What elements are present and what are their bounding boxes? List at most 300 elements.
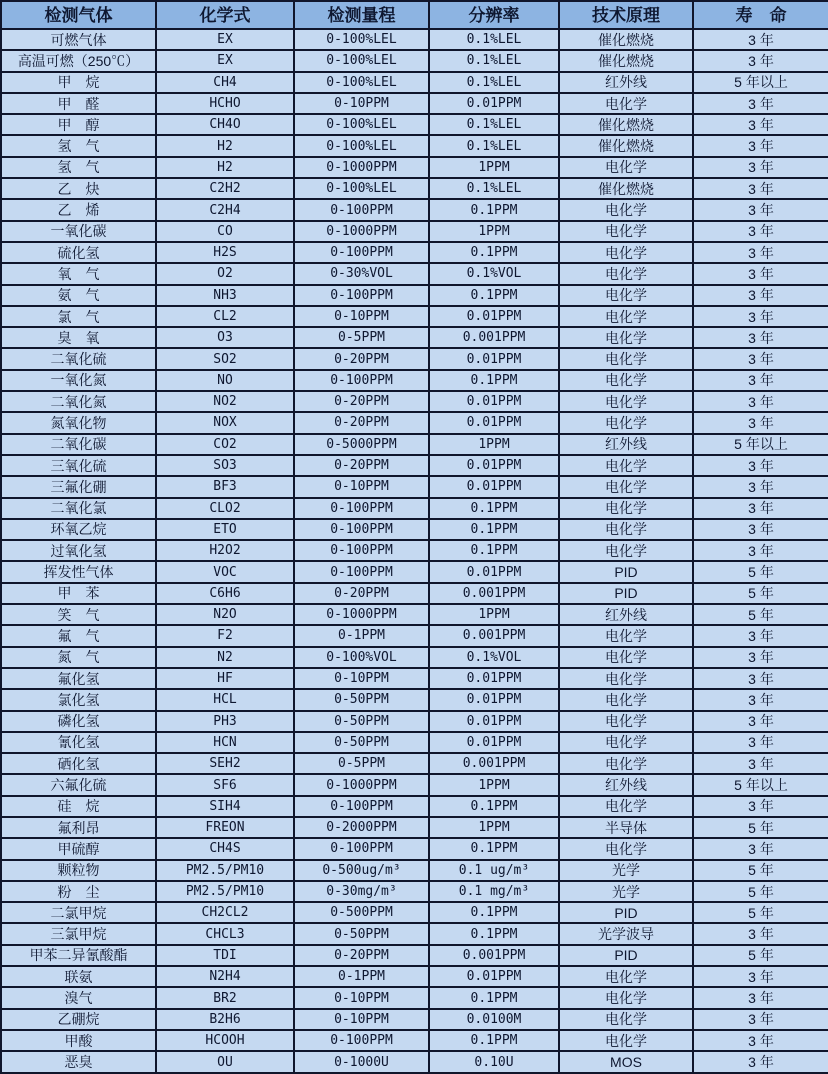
formula-cell: NO bbox=[156, 370, 294, 391]
lifespan-cell: 3 年 bbox=[693, 391, 828, 412]
principle-cell: 电化学 bbox=[559, 221, 693, 242]
table-row bbox=[1, 412, 828, 433]
principle-cell: 电化学 bbox=[559, 753, 693, 774]
lifespan-cell: 3 年 bbox=[693, 93, 828, 114]
formula-cell: PM2.5/PM10 bbox=[156, 881, 294, 902]
principle-cell: 电化学 bbox=[559, 157, 693, 178]
table-row bbox=[1, 221, 828, 242]
principle-cell: PID bbox=[559, 583, 693, 604]
lifespan-cell: 5 年 bbox=[693, 902, 828, 923]
principle-cell: 电化学 bbox=[559, 689, 693, 710]
table-body bbox=[1, 29, 828, 1073]
lifespan-cell: 3 年 bbox=[693, 711, 828, 732]
range-cell: 0-10PPM bbox=[294, 93, 429, 114]
lifespan-cell: 3 年 bbox=[693, 519, 828, 540]
range-cell: 0-50PPM bbox=[294, 711, 429, 732]
formula-cell: N2O bbox=[156, 604, 294, 625]
resolution-cell: 0.1PPM bbox=[429, 519, 559, 540]
formula-cell: F2 bbox=[156, 625, 294, 646]
range-cell: 0-100%LEL bbox=[294, 114, 429, 135]
range-cell: 0-100%VOL bbox=[294, 647, 429, 668]
principle-cell: 光学 bbox=[559, 881, 693, 902]
formula-cell: OU bbox=[156, 1051, 294, 1073]
gas-name-cell: 臭 氧 bbox=[1, 327, 156, 348]
gas-name-cell: 联氨 bbox=[1, 966, 156, 987]
lifespan-cell: 3 年 bbox=[693, 50, 828, 71]
resolution-cell: 0.1%LEL bbox=[429, 29, 559, 50]
table-row bbox=[1, 476, 828, 497]
formula-cell: CHCL3 bbox=[156, 923, 294, 944]
table-row bbox=[1, 285, 828, 306]
table-row bbox=[1, 689, 828, 710]
table-row bbox=[1, 29, 828, 50]
resolution-cell: 0.1%VOL bbox=[429, 647, 559, 668]
resolution-cell: 0.1PPM bbox=[429, 242, 559, 263]
formula-cell: CL2 bbox=[156, 306, 294, 327]
principle-cell: 红外线 bbox=[559, 434, 693, 455]
resolution-cell: 0.1PPM bbox=[429, 370, 559, 391]
gas-name-cell: 氰化氢 bbox=[1, 732, 156, 753]
range-cell: 0-100PPM bbox=[294, 242, 429, 263]
table-row bbox=[1, 1009, 828, 1030]
table-row bbox=[1, 498, 828, 519]
principle-cell: 电化学 bbox=[559, 1009, 693, 1030]
gas-name-cell: 氮 气 bbox=[1, 647, 156, 668]
table-row bbox=[1, 1051, 828, 1073]
formula-cell: VOC bbox=[156, 561, 294, 582]
principle-cell: 电化学 bbox=[559, 838, 693, 859]
gas-name-cell: 氟 气 bbox=[1, 625, 156, 646]
principle-cell: 红外线 bbox=[559, 72, 693, 93]
formula-cell: N2H4 bbox=[156, 966, 294, 987]
formula-cell: O3 bbox=[156, 327, 294, 348]
gas-name-cell: 粉 尘 bbox=[1, 881, 156, 902]
resolution-cell: 0.001PPM bbox=[429, 945, 559, 966]
gas-name-cell: 甲苯二异氰酸酯 bbox=[1, 945, 156, 966]
table-row bbox=[1, 774, 828, 795]
lifespan-cell: 5 年以上 bbox=[693, 72, 828, 93]
formula-cell: PH3 bbox=[156, 711, 294, 732]
formula-cell: N2 bbox=[156, 647, 294, 668]
lifespan-cell: 3 年 bbox=[693, 625, 828, 646]
resolution-cell: 0.1PPM bbox=[429, 838, 559, 859]
table-row bbox=[1, 668, 828, 689]
formula-cell: HCHO bbox=[156, 93, 294, 114]
resolution-cell: 0.1PPM bbox=[429, 285, 559, 306]
lifespan-cell: 3 年 bbox=[693, 135, 828, 156]
principle-cell: 电化学 bbox=[559, 796, 693, 817]
table-row bbox=[1, 711, 828, 732]
gas-name-cell: 乙 炔 bbox=[1, 178, 156, 199]
lifespan-cell: 3 年 bbox=[693, 327, 828, 348]
gas-name-cell: 一氧化碳 bbox=[1, 221, 156, 242]
range-cell: 0-10PPM bbox=[294, 987, 429, 1008]
principle-cell: 电化学 bbox=[559, 540, 693, 561]
column-header-resolution: 分辨率 bbox=[429, 1, 559, 29]
lifespan-cell: 3 年 bbox=[693, 1051, 828, 1073]
gas-name-cell: 二氯甲烷 bbox=[1, 902, 156, 923]
gas-name-cell: 磷化氢 bbox=[1, 711, 156, 732]
range-cell: 0-1000PPM bbox=[294, 221, 429, 242]
lifespan-cell: 5 年 bbox=[693, 881, 828, 902]
formula-cell: CO bbox=[156, 221, 294, 242]
range-cell: 0-100PPM bbox=[294, 540, 429, 561]
lifespan-cell: 3 年 bbox=[693, 923, 828, 944]
gas-name-cell: 二氧化硫 bbox=[1, 348, 156, 369]
formula-cell: HCOOH bbox=[156, 1030, 294, 1051]
formula-cell: SO3 bbox=[156, 455, 294, 476]
range-cell: 0-20PPM bbox=[294, 945, 429, 966]
lifespan-cell: 3 年 bbox=[693, 668, 828, 689]
range-cell: 0-100PPM bbox=[294, 498, 429, 519]
gas-name-cell: 二氧化氯 bbox=[1, 498, 156, 519]
gas-name-cell: 六氟化硫 bbox=[1, 774, 156, 795]
principle-cell: PID bbox=[559, 945, 693, 966]
lifespan-cell: 5 年以上 bbox=[693, 434, 828, 455]
principle-cell: 电化学 bbox=[559, 625, 693, 646]
table-row bbox=[1, 945, 828, 966]
range-cell: 0-100PPM bbox=[294, 285, 429, 306]
range-cell: 0-10PPM bbox=[294, 668, 429, 689]
gas-name-cell: 氯化氢 bbox=[1, 689, 156, 710]
column-header-lifespan: 寿 命 bbox=[693, 1, 828, 29]
range-cell: 0-500ug/m³ bbox=[294, 860, 429, 881]
formula-cell: C2H2 bbox=[156, 178, 294, 199]
range-cell: 0-10PPM bbox=[294, 476, 429, 497]
lifespan-cell: 5 年以上 bbox=[693, 774, 828, 795]
principle-cell: 电化学 bbox=[559, 263, 693, 284]
table-row bbox=[1, 753, 828, 774]
resolution-cell: 0.1%LEL bbox=[429, 114, 559, 135]
range-cell: 0-100%LEL bbox=[294, 72, 429, 93]
principle-cell: 催化燃烧 bbox=[559, 178, 693, 199]
lifespan-cell: 3 年 bbox=[693, 647, 828, 668]
lifespan-cell: 3 年 bbox=[693, 455, 828, 476]
lifespan-cell: 3 年 bbox=[693, 796, 828, 817]
resolution-cell: 0.01PPM bbox=[429, 711, 559, 732]
resolution-cell: 0.1PPM bbox=[429, 796, 559, 817]
gas-name-cell: 氢 气 bbox=[1, 157, 156, 178]
lifespan-cell: 3 年 bbox=[693, 285, 828, 306]
gas-name-cell: 过氧化氢 bbox=[1, 540, 156, 561]
range-cell: 0-500PPM bbox=[294, 902, 429, 923]
range-cell: 0-1000PPM bbox=[294, 157, 429, 178]
gas-name-cell: 可燃气体 bbox=[1, 29, 156, 50]
formula-cell: SF6 bbox=[156, 774, 294, 795]
gas-name-cell: 氮氧化物 bbox=[1, 412, 156, 433]
principle-cell: 电化学 bbox=[559, 1030, 693, 1051]
range-cell: 0-10PPM bbox=[294, 306, 429, 327]
principle-cell: 电化学 bbox=[559, 732, 693, 753]
table-row bbox=[1, 370, 828, 391]
principle-cell: 催化燃烧 bbox=[559, 29, 693, 50]
formula-cell: EX bbox=[156, 29, 294, 50]
lifespan-cell: 3 年 bbox=[693, 1009, 828, 1030]
formula-cell: HF bbox=[156, 668, 294, 689]
table-row bbox=[1, 455, 828, 476]
principle-cell: PID bbox=[559, 561, 693, 582]
formula-cell: O2 bbox=[156, 263, 294, 284]
table-row bbox=[1, 327, 828, 348]
lifespan-cell: 3 年 bbox=[693, 221, 828, 242]
resolution-cell: 0.01PPM bbox=[429, 476, 559, 497]
lifespan-cell: 3 年 bbox=[693, 242, 828, 263]
resolution-cell: 0.01PPM bbox=[429, 732, 559, 753]
principle-cell: 红外线 bbox=[559, 774, 693, 795]
resolution-cell: 1PPM bbox=[429, 604, 559, 625]
resolution-cell: 0.1%LEL bbox=[429, 135, 559, 156]
principle-cell: PID bbox=[559, 902, 693, 923]
gas-name-cell: 硫化氢 bbox=[1, 242, 156, 263]
formula-cell: FREON bbox=[156, 817, 294, 838]
formula-cell: TDI bbox=[156, 945, 294, 966]
formula-cell: CH4O bbox=[156, 114, 294, 135]
table-row bbox=[1, 114, 828, 135]
lifespan-cell: 3 年 bbox=[693, 732, 828, 753]
lifespan-cell: 3 年 bbox=[693, 178, 828, 199]
gas-name-cell: 颗粒物 bbox=[1, 860, 156, 881]
range-cell: 0-100PPM bbox=[294, 519, 429, 540]
principle-cell: 光学 bbox=[559, 860, 693, 881]
table-row bbox=[1, 50, 828, 71]
resolution-cell: 0.1 ug/m³ bbox=[429, 860, 559, 881]
formula-cell: CLO2 bbox=[156, 498, 294, 519]
resolution-cell: 1PPM bbox=[429, 817, 559, 838]
principle-cell: 电化学 bbox=[559, 306, 693, 327]
range-cell: 0-1PPM bbox=[294, 625, 429, 646]
range-cell: 0-100%LEL bbox=[294, 29, 429, 50]
formula-cell: BF3 bbox=[156, 476, 294, 497]
header-row bbox=[1, 1, 828, 29]
principle-cell: 电化学 bbox=[559, 519, 693, 540]
range-cell: 0-5PPM bbox=[294, 753, 429, 774]
gas-name-cell: 氢 气 bbox=[1, 135, 156, 156]
table-row bbox=[1, 838, 828, 859]
lifespan-cell: 3 年 bbox=[693, 498, 828, 519]
resolution-cell: 1PPM bbox=[429, 434, 559, 455]
resolution-cell: 1PPM bbox=[429, 774, 559, 795]
formula-cell: BR2 bbox=[156, 987, 294, 1008]
table-row bbox=[1, 199, 828, 220]
principle-cell: 电化学 bbox=[559, 199, 693, 220]
lifespan-cell: 3 年 bbox=[693, 1030, 828, 1051]
resolution-cell: 0.01PPM bbox=[429, 93, 559, 114]
lifespan-cell: 5 年 bbox=[693, 817, 828, 838]
table-row bbox=[1, 519, 828, 540]
resolution-cell: 0.1%LEL bbox=[429, 50, 559, 71]
table-row bbox=[1, 902, 828, 923]
table-row bbox=[1, 540, 828, 561]
lifespan-cell: 3 年 bbox=[693, 199, 828, 220]
resolution-cell: 0.1PPM bbox=[429, 1030, 559, 1051]
range-cell: 0-50PPM bbox=[294, 923, 429, 944]
gas-name-cell: 三氯甲烷 bbox=[1, 923, 156, 944]
principle-cell: 电化学 bbox=[559, 966, 693, 987]
range-cell: 0-1000PPM bbox=[294, 774, 429, 795]
resolution-cell: 0.01PPM bbox=[429, 391, 559, 412]
principle-cell: 电化学 bbox=[559, 327, 693, 348]
range-cell: 0-100PPM bbox=[294, 370, 429, 391]
table-header bbox=[1, 1, 828, 29]
range-cell: 0-100PPM bbox=[294, 838, 429, 859]
column-header-range: 检测量程 bbox=[294, 1, 429, 29]
range-cell: 0-5000PPM bbox=[294, 434, 429, 455]
lifespan-cell: 5 年 bbox=[693, 561, 828, 582]
resolution-cell: 0.1%VOL bbox=[429, 263, 559, 284]
table-row bbox=[1, 583, 828, 604]
range-cell: 0-100%LEL bbox=[294, 135, 429, 156]
range-cell: 0-100%LEL bbox=[294, 50, 429, 71]
table-row bbox=[1, 796, 828, 817]
gas-name-cell: 氟化氢 bbox=[1, 668, 156, 689]
principle-cell: 红外线 bbox=[559, 604, 693, 625]
gas-name-cell: 二氧化氮 bbox=[1, 391, 156, 412]
resolution-cell: 0.01PPM bbox=[429, 348, 559, 369]
range-cell: 0-20PPM bbox=[294, 583, 429, 604]
gas-name-cell: 挥发性气体 bbox=[1, 561, 156, 582]
lifespan-cell: 3 年 bbox=[693, 838, 828, 859]
resolution-cell: 0.01PPM bbox=[429, 306, 559, 327]
gas-name-cell: 一氧化氮 bbox=[1, 370, 156, 391]
range-cell: 0-20PPM bbox=[294, 412, 429, 433]
principle-cell: 电化学 bbox=[559, 987, 693, 1008]
principle-cell: 电化学 bbox=[559, 711, 693, 732]
principle-cell: 电化学 bbox=[559, 285, 693, 306]
table-row bbox=[1, 1030, 828, 1051]
lifespan-cell: 5 年 bbox=[693, 583, 828, 604]
table-row bbox=[1, 966, 828, 987]
gas-name-cell: 氧 气 bbox=[1, 263, 156, 284]
principle-cell: 电化学 bbox=[559, 647, 693, 668]
gas-name-cell: 氯 气 bbox=[1, 306, 156, 327]
gas-name-cell: 高温可燃（250℃） bbox=[1, 50, 156, 71]
formula-cell: NH3 bbox=[156, 285, 294, 306]
formula-cell: HCL bbox=[156, 689, 294, 710]
resolution-cell: 0.01PPM bbox=[429, 966, 559, 987]
lifespan-cell: 3 年 bbox=[693, 966, 828, 987]
formula-cell: CH2CL2 bbox=[156, 902, 294, 923]
column-header-formula: 化学式 bbox=[156, 1, 294, 29]
range-cell: 0-20PPM bbox=[294, 455, 429, 476]
table-row bbox=[1, 987, 828, 1008]
gas-name-cell: 甲 苯 bbox=[1, 583, 156, 604]
range-cell: 0-30%VOL bbox=[294, 263, 429, 284]
range-cell: 0-30mg/m³ bbox=[294, 881, 429, 902]
gas-name-cell: 乙硼烷 bbox=[1, 1009, 156, 1030]
table-row bbox=[1, 647, 828, 668]
table-row bbox=[1, 157, 828, 178]
resolution-cell: 0.01PPM bbox=[429, 668, 559, 689]
table-row bbox=[1, 178, 828, 199]
principle-cell: 电化学 bbox=[559, 93, 693, 114]
resolution-cell: 0.0100M bbox=[429, 1009, 559, 1030]
formula-cell: SEH2 bbox=[156, 753, 294, 774]
lifespan-cell: 3 年 bbox=[693, 540, 828, 561]
resolution-cell: 0.1PPM bbox=[429, 923, 559, 944]
gas-name-cell: 硒化氢 bbox=[1, 753, 156, 774]
range-cell: 0-2000PPM bbox=[294, 817, 429, 838]
gas-name-cell: 硅 烷 bbox=[1, 796, 156, 817]
lifespan-cell: 5 年 bbox=[693, 604, 828, 625]
gas-name-cell: 笑 气 bbox=[1, 604, 156, 625]
lifespan-cell: 5 年 bbox=[693, 945, 828, 966]
gas-name-cell: 环氧乙烷 bbox=[1, 519, 156, 540]
range-cell: 0-50PPM bbox=[294, 732, 429, 753]
formula-cell: ETO bbox=[156, 519, 294, 540]
lifespan-cell: 5 年 bbox=[693, 860, 828, 881]
lifespan-cell: 3 年 bbox=[693, 114, 828, 135]
resolution-cell: 0.001PPM bbox=[429, 625, 559, 646]
range-cell: 0-20PPM bbox=[294, 348, 429, 369]
resolution-cell: 0.001PPM bbox=[429, 327, 559, 348]
table-row bbox=[1, 561, 828, 582]
formula-cell: CH4 bbox=[156, 72, 294, 93]
principle-cell: 电化学 bbox=[559, 476, 693, 497]
formula-cell: PM2.5/PM10 bbox=[156, 860, 294, 881]
table-row bbox=[1, 306, 828, 327]
lifespan-cell: 3 年 bbox=[693, 987, 828, 1008]
gas-name-cell: 三氧化硫 bbox=[1, 455, 156, 476]
formula-cell: B2H6 bbox=[156, 1009, 294, 1030]
resolution-cell: 0.1 mg/m³ bbox=[429, 881, 559, 902]
resolution-cell: 0.01PPM bbox=[429, 561, 559, 582]
column-header-principle: 技术原理 bbox=[559, 1, 693, 29]
gas-name-cell: 氟利昂 bbox=[1, 817, 156, 838]
range-cell: 0-1000PPM bbox=[294, 604, 429, 625]
table-row bbox=[1, 881, 828, 902]
range-cell: 0-5PPM bbox=[294, 327, 429, 348]
resolution-cell: 0.01PPM bbox=[429, 412, 559, 433]
resolution-cell: 0.1PPM bbox=[429, 498, 559, 519]
range-cell: 0-20PPM bbox=[294, 391, 429, 412]
resolution-cell: 0.01PPM bbox=[429, 689, 559, 710]
formula-cell: C2H4 bbox=[156, 199, 294, 220]
lifespan-cell: 3 年 bbox=[693, 753, 828, 774]
table-row bbox=[1, 923, 828, 944]
lifespan-cell: 3 年 bbox=[693, 263, 828, 284]
gas-name-cell: 甲硫醇 bbox=[1, 838, 156, 859]
formula-cell: CO2 bbox=[156, 434, 294, 455]
formula-cell: NOX bbox=[156, 412, 294, 433]
gas-name-cell: 三氟化硼 bbox=[1, 476, 156, 497]
principle-cell: 电化学 bbox=[559, 498, 693, 519]
formula-cell: H2S bbox=[156, 242, 294, 263]
principle-cell: 电化学 bbox=[559, 348, 693, 369]
principle-cell: 电化学 bbox=[559, 391, 693, 412]
resolution-cell: 0.1PPM bbox=[429, 199, 559, 220]
resolution-cell: 0.10U bbox=[429, 1051, 559, 1073]
formula-cell: EX bbox=[156, 50, 294, 71]
resolution-cell: 0.1PPM bbox=[429, 987, 559, 1008]
range-cell: 0-100PPM bbox=[294, 561, 429, 582]
range-cell: 0-100PPM bbox=[294, 796, 429, 817]
principle-cell: 催化燃烧 bbox=[559, 135, 693, 156]
principle-cell: 电化学 bbox=[559, 370, 693, 391]
range-cell: 0-1PPM bbox=[294, 966, 429, 987]
formula-cell: SO2 bbox=[156, 348, 294, 369]
principle-cell: 电化学 bbox=[559, 455, 693, 476]
table-row bbox=[1, 434, 828, 455]
principle-cell: 电化学 bbox=[559, 412, 693, 433]
table-row bbox=[1, 242, 828, 263]
table-row bbox=[1, 72, 828, 93]
lifespan-cell: 3 年 bbox=[693, 370, 828, 391]
resolution-cell: 0.001PPM bbox=[429, 583, 559, 604]
formula-cell: H2 bbox=[156, 157, 294, 178]
principle-cell: 光学波导 bbox=[559, 923, 693, 944]
formula-cell: C6H6 bbox=[156, 583, 294, 604]
table-row bbox=[1, 625, 828, 646]
